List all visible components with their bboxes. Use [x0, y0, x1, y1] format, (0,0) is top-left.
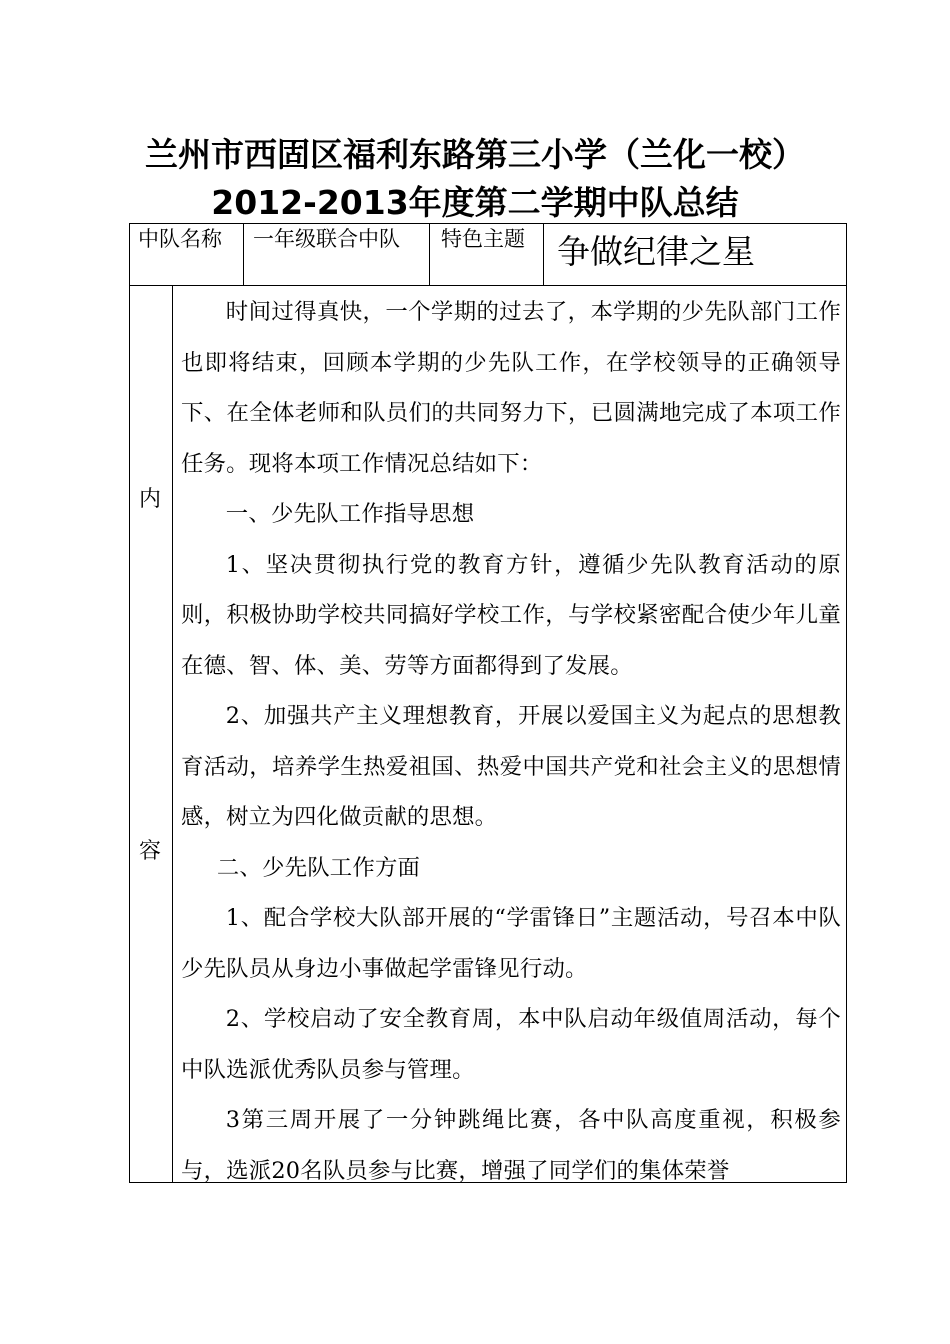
paragraph-intro: 时间过得真快，一个学期的过去了，本学期的少先队部门工作也即将结束，回顾本学期的少先队工作，在学校领导的正确领导下、在全体老师和队员们的共同努力下，已圆满地完成了本项工作任务。现将本项工作情况总结如下：	[181, 299, 841, 477]
content-side-label-char1: 内	[139, 487, 162, 512]
table-row-divider	[129, 285, 847, 286]
table-col-divider	[429, 223, 430, 285]
paragraph-item-2-3: 3第三周开展了一分钟跳绳比赛，各中队高度重视，积极参与，选派20名队员参与比赛，增强了同学们的集体荣誉	[181, 1107, 841, 1184]
document-title-line2: 2012-2013年度第二学期中队总结	[211, 183, 739, 222]
table-col-divider	[172, 285, 173, 1183]
squad-name-value: 一年级联合中队	[253, 227, 400, 251]
content-side-label-char2: 容	[139, 839, 162, 864]
section-heading-1: 一、少先队工作指导思想	[225, 501, 475, 527]
paragraph-item-1-2: 2、加强共产主义理想教育，开展以爱国主义为起点的思想教育活动，培养学生热爱祖国、热爱中国共产党和社会主义的思想情感，树立为四化做贡献的思想。	[181, 703, 841, 830]
theme-value: 争做纪律之星	[557, 232, 755, 271]
theme-label: 特色主题	[441, 227, 525, 251]
summary-content	[181, 287, 841, 1196]
document-title-line1: 兰州市西固区福利东路第三小学（兰化一校）	[145, 135, 805, 174]
squad-name-label: 中队名称	[138, 227, 222, 251]
table-col-divider	[543, 223, 544, 285]
section-heading-2: 二、少先队工作方面	[216, 854, 421, 881]
paragraph-item-2-1: 1、配合学校大队部开展的“学雷锋日”主题活动，号召本中队少先队员从身边小事做起学雷锋见行动。	[181, 905, 841, 982]
paragraph-item-1-1: 1、坚决贯彻执行党的教育方针，遵循少先队教育活动的原则，积极协助学校共同搞好学校工作，与学校紧密配合使少年儿童在德、智、体、美、劳等方面都得到了发展。	[181, 551, 841, 679]
table-col-divider	[243, 223, 244, 285]
paragraph-item-2-2: 2、学校启动了安全教育周，本中队启动年级值周活动，每个中队选派优秀队员参与管理。	[181, 1006, 841, 1083]
